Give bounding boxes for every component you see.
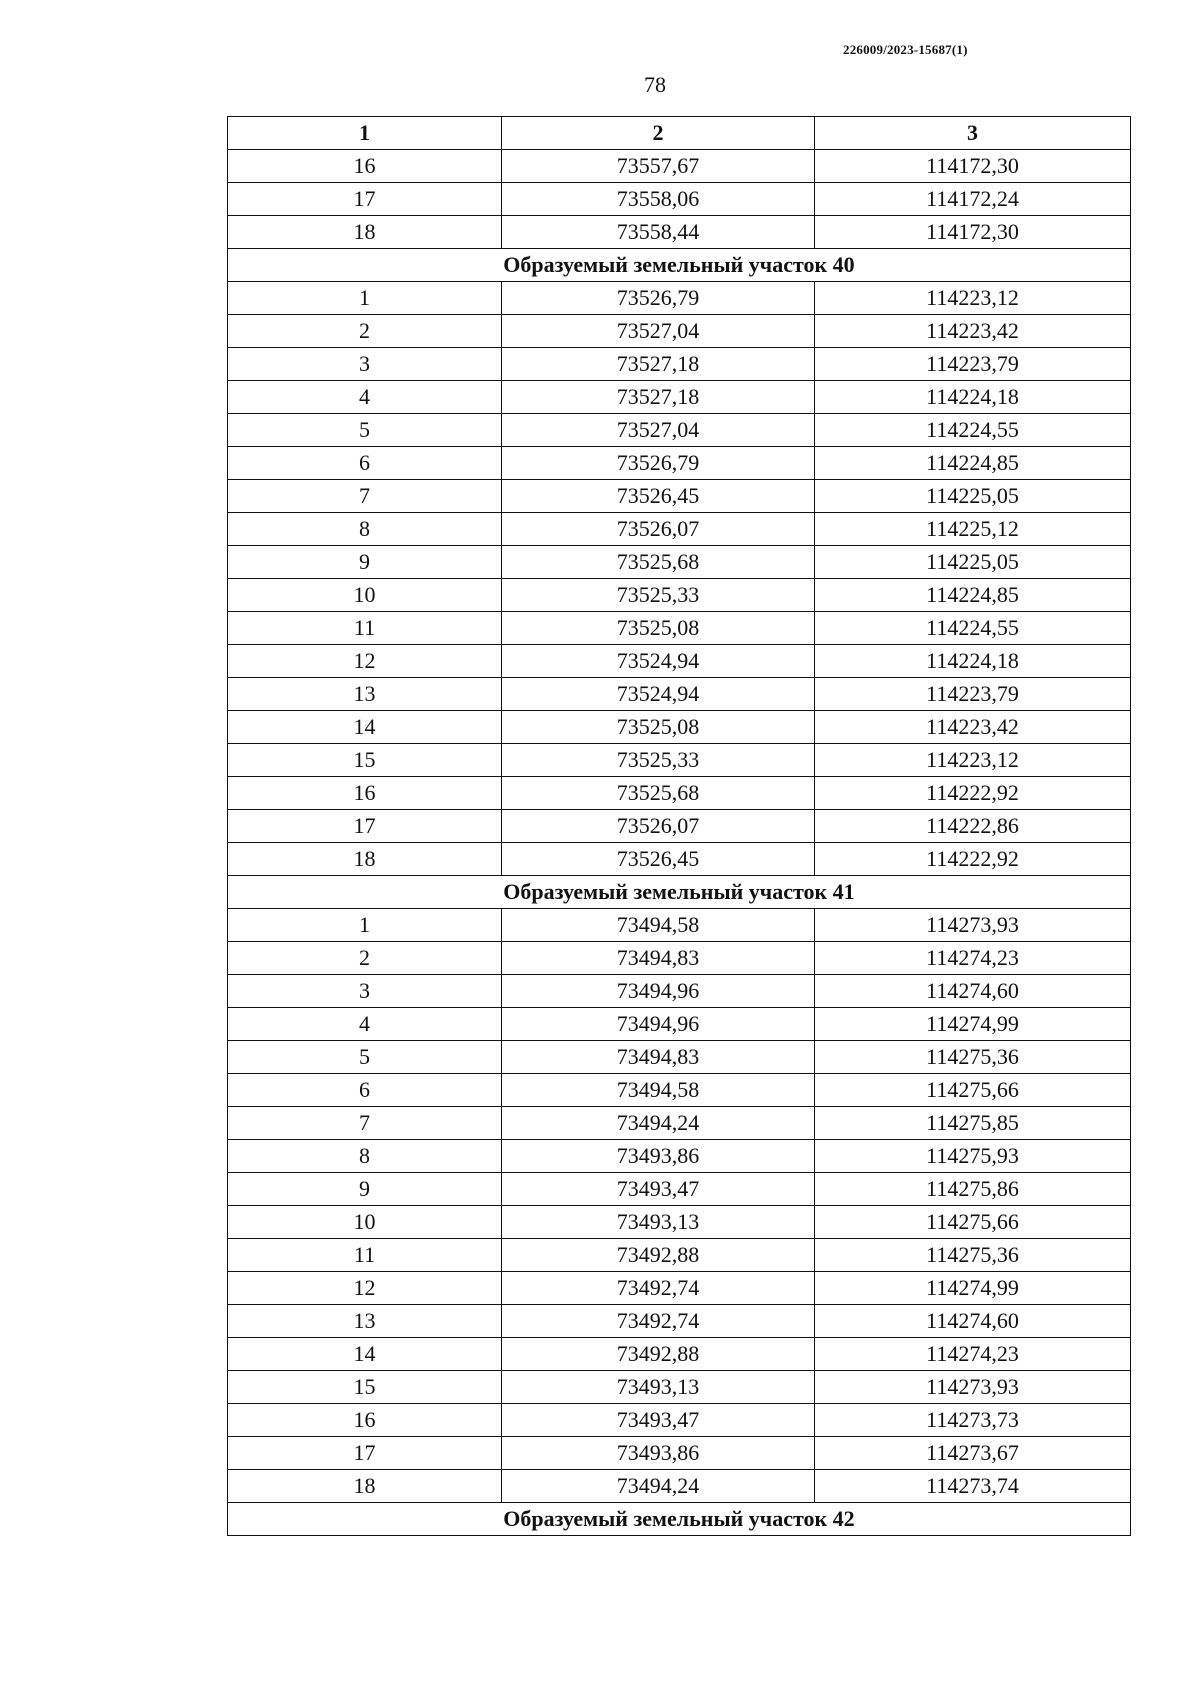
coordinate-y-cell: 114274,23 — [815, 942, 1131, 975]
point-number-cell: 18 — [228, 216, 502, 249]
table-row — [228, 1173, 1131, 1206]
point-number-cell: 4 — [228, 381, 502, 414]
point-number-cell: 13 — [228, 1305, 502, 1338]
table-row — [228, 282, 1131, 315]
coordinate-x-cell: 73558,44 — [502, 216, 815, 249]
coordinate-y-cell: 114275,93 — [815, 1140, 1131, 1173]
coordinate-y-cell: 114274,99 — [815, 1272, 1131, 1305]
point-number-cell: 4 — [228, 1008, 502, 1041]
point-number-cell: 7 — [228, 1107, 502, 1140]
coordinate-x-cell: 73492,88 — [502, 1239, 815, 1272]
table-row — [228, 645, 1131, 678]
coordinate-x-cell: 73525,33 — [502, 744, 815, 777]
section-row — [228, 1503, 1131, 1536]
coordinate-y-cell: 114223,79 — [815, 348, 1131, 381]
table-row — [228, 975, 1131, 1008]
coordinate-y-cell: 114275,36 — [815, 1239, 1131, 1272]
point-number-cell: 6 — [228, 1074, 502, 1107]
table-row — [228, 1404, 1131, 1437]
coordinate-y-cell: 114224,18 — [815, 645, 1131, 678]
coordinate-x-cell: 73493,13 — [502, 1371, 815, 1404]
coordinate-x-cell: 73494,24 — [502, 1470, 815, 1503]
coordinates-table — [227, 116, 1131, 1536]
coordinate-x-cell: 73525,08 — [502, 612, 815, 645]
point-number-cell: 8 — [228, 513, 502, 546]
point-number-cell: 14 — [228, 1338, 502, 1371]
coordinate-x-cell: 73527,18 — [502, 381, 815, 414]
coordinate-x-cell: 73492,74 — [502, 1305, 815, 1338]
point-number-cell: 5 — [228, 1041, 502, 1074]
point-number-cell: 12 — [228, 1272, 502, 1305]
coordinate-x-cell: 73493,86 — [502, 1140, 815, 1173]
point-number-cell: 17 — [228, 810, 502, 843]
point-number-cell: 1 — [228, 909, 502, 942]
coordinate-x-cell: 73558,06 — [502, 183, 815, 216]
table-row — [228, 1206, 1131, 1239]
table-row — [228, 1338, 1131, 1371]
point-number-cell: 17 — [228, 183, 502, 216]
point-number-cell: 10 — [228, 579, 502, 612]
coordinate-x-cell: 73526,79 — [502, 282, 815, 315]
document-id: 226009/2023-15687(1) — [843, 42, 968, 57]
coordinate-y-cell: 114275,36 — [815, 1041, 1131, 1074]
coordinate-y-cell: 114225,12 — [815, 513, 1131, 546]
coordinate-x-cell: 73524,94 — [502, 645, 815, 678]
point-number-cell: 9 — [228, 546, 502, 579]
coordinate-x-cell: 73524,94 — [502, 678, 815, 711]
table-row — [228, 909, 1131, 942]
point-number-cell: 3 — [228, 348, 502, 381]
table-row — [228, 480, 1131, 513]
point-number-cell: 6 — [228, 447, 502, 480]
coordinate-x-cell: 73526,45 — [502, 843, 815, 876]
point-number-cell: 9 — [228, 1173, 502, 1206]
coordinate-x-cell: 73494,58 — [502, 909, 815, 942]
table-row — [228, 942, 1131, 975]
point-number-cell: 11 — [228, 1239, 502, 1272]
coordinate-x-cell: 73527,18 — [502, 348, 815, 381]
table-row — [228, 1305, 1131, 1338]
coordinate-x-cell: 73494,58 — [502, 1074, 815, 1107]
coordinate-y-cell: 114273,93 — [815, 909, 1131, 942]
coordinate-x-cell: 73526,07 — [502, 513, 815, 546]
table-row — [228, 1074, 1131, 1107]
table-row — [228, 1437, 1131, 1470]
coordinate-y-cell: 114224,18 — [815, 381, 1131, 414]
coordinate-x-cell: 73494,83 — [502, 1041, 815, 1074]
section-row — [228, 876, 1131, 909]
coordinate-x-cell: 73493,13 — [502, 1206, 815, 1239]
point-number-cell: 10 — [228, 1206, 502, 1239]
coordinate-y-cell: 114223,12 — [815, 282, 1131, 315]
coordinate-y-cell: 114222,92 — [815, 777, 1131, 810]
coordinate-y-cell: 114274,23 — [815, 1338, 1131, 1371]
coordinate-x-cell: 73494,96 — [502, 1008, 815, 1041]
table-row — [228, 546, 1131, 579]
coordinate-x-cell: 73493,86 — [502, 1437, 815, 1470]
point-number-cell: 16 — [228, 777, 502, 810]
coordinate-x-cell: 73526,45 — [502, 480, 815, 513]
table-row — [228, 1041, 1131, 1074]
coordinate-y-cell: 114172,24 — [815, 183, 1131, 216]
coordinate-x-cell: 73494,24 — [502, 1107, 815, 1140]
point-number-cell: 15 — [228, 744, 502, 777]
coordinate-x-cell: 73492,74 — [502, 1272, 815, 1305]
table-row — [228, 1140, 1131, 1173]
section-title: Образуемый земельный участок 42 — [228, 1503, 1131, 1536]
table-row — [228, 216, 1131, 249]
table-row — [228, 612, 1131, 645]
table-row — [228, 381, 1131, 414]
point-number-cell: 1 — [228, 282, 502, 315]
coordinate-x-cell: 73557,67 — [502, 150, 815, 183]
coordinate-y-cell: 114223,12 — [815, 744, 1131, 777]
table-row — [228, 843, 1131, 876]
point-number-cell: 12 — [228, 645, 502, 678]
coordinate-x-cell: 73492,88 — [502, 1338, 815, 1371]
point-number-cell: 17 — [228, 1437, 502, 1470]
point-number-cell: 16 — [228, 150, 502, 183]
coordinate-y-cell: 114222,86 — [815, 810, 1131, 843]
coordinate-y-cell: 114224,55 — [815, 612, 1131, 645]
coordinate-x-cell: 73525,33 — [502, 579, 815, 612]
table-row — [228, 711, 1131, 744]
section-title: Образуемый земельный участок 41 — [228, 876, 1131, 909]
coordinate-x-cell: 73526,79 — [502, 447, 815, 480]
section-title: Образуемый земельный участок 40 — [228, 249, 1131, 282]
coordinate-y-cell: 114275,85 — [815, 1107, 1131, 1140]
column-header-1: 1 — [228, 117, 502, 150]
table-row — [228, 1239, 1131, 1272]
table-row — [228, 1470, 1131, 1503]
coordinate-y-cell: 114225,05 — [815, 480, 1131, 513]
table-row — [228, 678, 1131, 711]
table-row — [228, 777, 1131, 810]
table-row — [228, 348, 1131, 381]
table-row — [228, 1107, 1131, 1140]
table-row — [228, 744, 1131, 777]
point-number-cell: 18 — [228, 1470, 502, 1503]
point-number-cell: 2 — [228, 942, 502, 975]
table-row — [228, 414, 1131, 447]
table-row — [228, 1008, 1131, 1041]
point-number-cell: 14 — [228, 711, 502, 744]
column-header-2: 2 — [502, 117, 815, 150]
point-number-cell: 16 — [228, 1404, 502, 1437]
point-number-cell: 2 — [228, 315, 502, 348]
table-row — [228, 183, 1131, 216]
coordinate-y-cell: 114274,60 — [815, 975, 1131, 1008]
point-number-cell: 15 — [228, 1371, 502, 1404]
coordinate-y-cell: 114172,30 — [815, 216, 1131, 249]
coordinate-y-cell: 114273,93 — [815, 1371, 1131, 1404]
coordinate-y-cell: 114223,42 — [815, 315, 1131, 348]
coordinate-y-cell: 114273,67 — [815, 1437, 1131, 1470]
coordinate-y-cell: 114274,99 — [815, 1008, 1131, 1041]
table-row — [228, 513, 1131, 546]
point-number-cell: 5 — [228, 414, 502, 447]
page-number: 78 — [644, 72, 666, 97]
table-row — [228, 315, 1131, 348]
coordinate-x-cell: 73525,68 — [502, 777, 815, 810]
table-header-row — [228, 117, 1131, 150]
table-row — [228, 447, 1131, 480]
section-row — [228, 249, 1131, 282]
point-number-cell: 13 — [228, 678, 502, 711]
table-row — [228, 579, 1131, 612]
coordinate-x-cell: 73494,83 — [502, 942, 815, 975]
point-number-cell: 3 — [228, 975, 502, 1008]
coordinate-y-cell: 114274,60 — [815, 1305, 1131, 1338]
coordinate-y-cell: 114275,86 — [815, 1173, 1131, 1206]
coordinate-y-cell: 114223,79 — [815, 678, 1131, 711]
coordinate-y-cell: 114275,66 — [815, 1074, 1131, 1107]
coordinate-x-cell: 73526,07 — [502, 810, 815, 843]
coordinate-x-cell: 73525,68 — [502, 546, 815, 579]
coordinate-y-cell: 114225,05 — [815, 546, 1131, 579]
coordinate-y-cell: 114223,42 — [815, 711, 1131, 744]
coordinate-x-cell: 73493,47 — [502, 1404, 815, 1437]
coordinate-x-cell: 73494,96 — [502, 975, 815, 1008]
table-row — [228, 1272, 1131, 1305]
coordinate-y-cell: 114222,92 — [815, 843, 1131, 876]
coordinate-y-cell: 114224,85 — [815, 579, 1131, 612]
coordinate-y-cell: 114224,55 — [815, 414, 1131, 447]
table-body — [228, 150, 1131, 1536]
coordinate-y-cell: 114224,85 — [815, 447, 1131, 480]
table-row — [228, 150, 1131, 183]
coordinate-y-cell: 114273,74 — [815, 1470, 1131, 1503]
table-row — [228, 810, 1131, 843]
coordinate-x-cell: 73525,08 — [502, 711, 815, 744]
coordinate-y-cell: 114275,66 — [815, 1206, 1131, 1239]
table-row — [228, 1371, 1131, 1404]
coordinate-x-cell: 73493,47 — [502, 1173, 815, 1206]
point-number-cell: 8 — [228, 1140, 502, 1173]
point-number-cell: 7 — [228, 480, 502, 513]
point-number-cell: 11 — [228, 612, 502, 645]
coordinate-y-cell: 114172,30 — [815, 150, 1131, 183]
coordinate-x-cell: 73527,04 — [502, 315, 815, 348]
coordinate-x-cell: 73527,04 — [502, 414, 815, 447]
coordinate-y-cell: 114273,73 — [815, 1404, 1131, 1437]
column-header-3: 3 — [815, 117, 1131, 150]
point-number-cell: 18 — [228, 843, 502, 876]
